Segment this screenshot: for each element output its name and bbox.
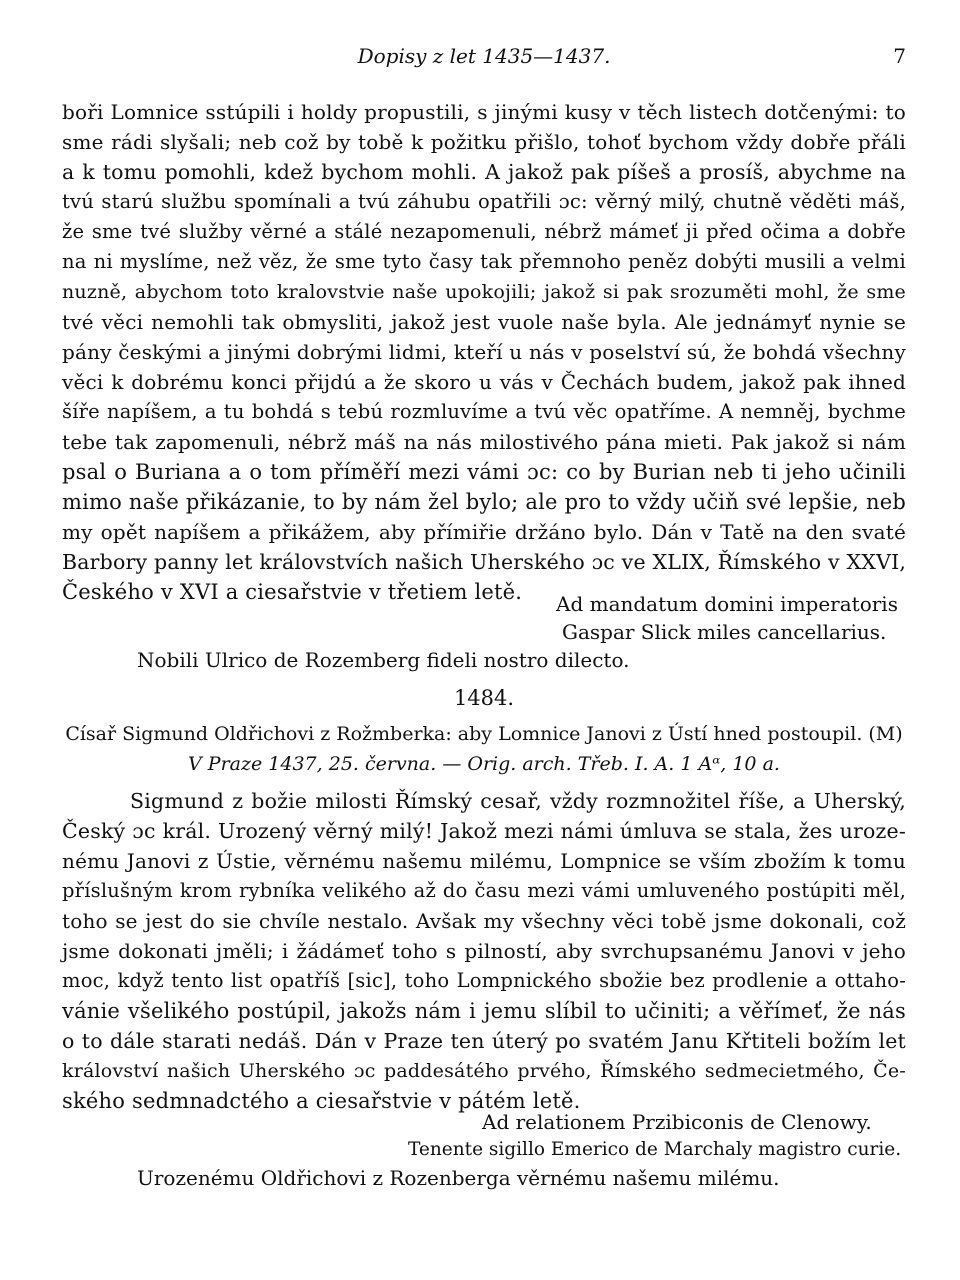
text-line: Českého v XVI a ciesařstvie v třetiem letě.: [62, 580, 523, 604]
relation-line-2: Tenente sigillo Emerico de Marchaly magistro curie.: [408, 1139, 902, 1160]
text-line: mimo naše přikázanie, to by nám žel bylo; ale pro to vždy učiň své lepšie, neb: [62, 490, 906, 514]
page: [62, 0, 906, 1280]
text-line: Sigmund z božie milosti Římský cesař, vždy rozmnožitel říše, a Uherský,: [130, 789, 906, 813]
text-line: že sme tvé služby věrné a stálé nezapomenuli, nébrž mámeť ji před očima a dobře: [62, 220, 906, 243]
text-line: tebe tak zapomenuli, nébrž máš na nás milostivého pána mieti. Pak jakož si nám: [62, 430, 906, 454]
relation-line-1: Ad relationem Przibiconis de Clenowy.: [482, 1110, 872, 1134]
text-line: pány českými a jinými dobrými lidmi, kteří u nás v poselství sú, že bohdá všechny: [62, 340, 906, 364]
text-line: toho se jest do sie chvíle nestalo. Avšak my všechny věci tobě jsme dokonali, což: [62, 909, 906, 933]
text-line: na ni myslíme, než věz, že sme tyto časy tak přemnoho peněz dobýti musili a velmi: [62, 250, 906, 273]
page-number: 7: [893, 44, 906, 68]
text-line: jsme dokonati jměli; i žádámeť toho s pilností, aby svrchupsanému Janovi v jeho: [62, 939, 906, 963]
text-line: a k tomu pomohli, kdež bychom mohli. A jakož pak píšeš a prosíš, abychme na: [62, 160, 906, 184]
document-source: V Praze 1437, 25. června. — Orig. arch. Třeb. I. A. 1 Aᵅ, 10 a.: [188, 753, 780, 775]
text-line: psal o Buriana a o tom příměří mezi vámi ɔc: co by Burian neb ti jeho učinili: [62, 460, 906, 484]
text-line: moc, když tento list opatříš [sic], toho Lompnického sbožie bez prodlenie a ottaho-: [62, 969, 906, 992]
text-line: o to dále starati nedáš. Dán v Praze ten úterý po svatém Janu Křtiteli božím let: [62, 1029, 906, 1053]
letter-2-address: Urozenému Oldřichovi z Rozenberga věrnému našemu milému.: [137, 1166, 780, 1190]
text-line: boři Lomnice sstúpili i holdy propustili, s jinými kusy v těch listech dotčenými: to: [62, 100, 906, 124]
text-line: tvé věci nemohli tak obmysliti, jakož jest vuole naše byla. Ale jednámyť nynie se: [62, 310, 906, 334]
text-line: nuzně, abychom toto kralovstvie naše upokojili; jakož si pak srozuměti mohl, že sme: [62, 281, 906, 303]
document-summary: Císař Sigmund Oldřichovi z Rožmberka: aby Lomnice Janovi z Ústí hned postoupil. (M): [65, 723, 903, 745]
running-head: Dopisy z let 1435—1437.: [357, 44, 611, 68]
mandate-line-1: Ad mandatum domini imperatoris: [556, 592, 898, 616]
document-number: 1484.: [453, 686, 515, 710]
letter-1-address: Nobili Ulrico de Rozemberg fideli nostro dilecto.: [137, 648, 630, 672]
page-header: [62, 40, 906, 74]
text-line: tvú starú službu spomínali a tvú záhubu opatřili ɔc: věrný milý, chutně věděti máš,: [62, 190, 906, 213]
text-line: příslušným krom rybníka velikého až do času mezi vámi umluveného postúpiti měl,: [62, 879, 906, 902]
text-line: Český ɔc král. Urozený věrný milý! Jakož mezi námi úmluva se stala, žes uroze-: [62, 819, 906, 843]
text-line: ského sedmnadctého a ciesařstvie v pátém letě.: [62, 1089, 581, 1113]
text-line: Barbory panny let královstvích našich Uherského ɔc ve XLIX, Římského v XXVI,: [62, 550, 907, 574]
text-line: vánie všelikého postúpil, jakožs nám i jemu slíbil to učiniti; a věřímeť, že nás: [62, 999, 906, 1023]
mandate-line-2: Gaspar Slick miles cancellarius.: [562, 620, 887, 644]
text-line: věci k dobrému konci přijdú a že skoro u vás v Čechách budem, jakož pak ihned: [62, 370, 906, 394]
text-line: my opět napíšem a přikážem, aby přímiřie držáno bylo. Dán v Tatě na den svaté: [62, 520, 906, 544]
text-line: království našich Uherského ɔc paddesátého prvého, Římského sedmecietmého, Če-: [62, 1060, 906, 1082]
text-line: sme rádi slyšali; neb což by tobě k požitku přišlo, tohoť bychom vždy dobře přáli: [62, 130, 906, 154]
text-line: nému Janovi z Ústie, věrnému našemu milému, Lompnice se vším zbožím k tomu: [62, 849, 906, 873]
text-line: šíře napíšem, a tu bohdá s tebú rozmluvíme a tvú věc opatříme. A nemněj, bychme: [62, 400, 906, 423]
